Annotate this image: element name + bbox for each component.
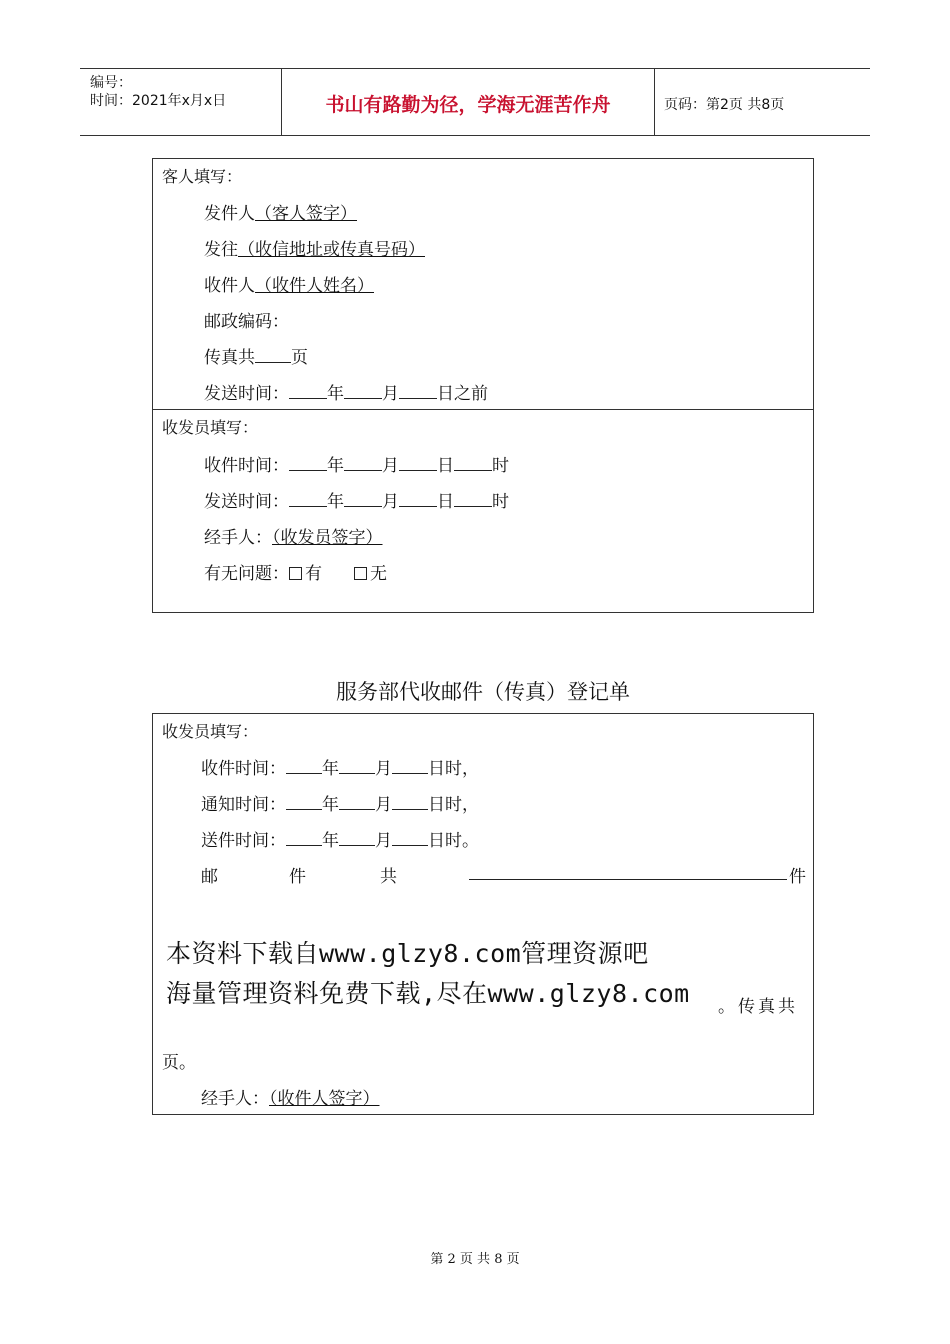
receive-time-label: 收件时间： bbox=[204, 456, 289, 476]
register-handler-row bbox=[201, 1084, 380, 1109]
recipient-hint[interactable]: （收件人姓名） bbox=[255, 276, 374, 296]
handler-row bbox=[204, 523, 383, 548]
sender-label: 发件人 bbox=[204, 204, 255, 224]
handler-label: 经手人： bbox=[204, 528, 272, 548]
register-notify-label: 通知时间： bbox=[201, 795, 286, 815]
mail-unit-label: 件 bbox=[789, 867, 806, 887]
destination-hint[interactable]: （收信地址或传真号码） bbox=[238, 240, 425, 260]
month-blank[interactable] bbox=[339, 830, 375, 846]
fax-pages-prefix: 传真共 bbox=[204, 348, 255, 368]
month-blank[interactable] bbox=[344, 455, 382, 471]
day-label: 日 bbox=[437, 456, 454, 476]
register-notify-row bbox=[201, 790, 479, 815]
problem-row bbox=[204, 559, 387, 584]
year-blank[interactable] bbox=[286, 830, 322, 846]
mail-char-2: 件 bbox=[289, 867, 306, 887]
send-deadline-row bbox=[204, 379, 488, 404]
year-label: 年 bbox=[327, 456, 344, 476]
day-hour-label: 日时， bbox=[428, 795, 479, 815]
fax-tail-row bbox=[718, 992, 798, 1017]
fax-pages-suffix: 页 bbox=[291, 348, 308, 368]
register-form-title: 服务部代收邮件（传真）登记单 bbox=[336, 680, 630, 704]
problem-label: 有无问题： bbox=[204, 564, 289, 584]
customer-section-title: 客人填写： bbox=[162, 167, 243, 186]
day-blank[interactable] bbox=[399, 383, 437, 399]
fax-pages-row bbox=[204, 343, 308, 368]
section-divider bbox=[153, 409, 813, 410]
year-label: 年 bbox=[322, 759, 339, 779]
header-page-info: 页码：第2页 共8页 bbox=[664, 97, 785, 113]
register-handler-hint[interactable]: （收件人签字） bbox=[269, 1089, 380, 1109]
header-top-rule bbox=[80, 68, 870, 69]
mail-char-3: 共 bbox=[380, 867, 397, 887]
sender-hint[interactable]: （客人签字） bbox=[255, 204, 357, 224]
postcode-label: 邮政编码： bbox=[204, 312, 289, 332]
hour-label: 时 bbox=[492, 492, 509, 512]
destination-row bbox=[204, 235, 425, 260]
send-time-row bbox=[204, 487, 509, 512]
register-deliver-row bbox=[201, 826, 479, 851]
day-label: 日 bbox=[437, 492, 454, 512]
destination-label: 发往 bbox=[204, 240, 238, 260]
send-time-label: 发送时间： bbox=[204, 492, 289, 512]
customer-clerk-form bbox=[152, 158, 814, 613]
month-label: 月 bbox=[375, 759, 392, 779]
hour-blank[interactable] bbox=[454, 455, 492, 471]
watermark-line-1: 本资料下载自www.glzy8.com管理资源吧 bbox=[166, 939, 649, 968]
handler-hint[interactable]: （收发员签字） bbox=[272, 528, 383, 548]
receive-time-row bbox=[204, 451, 509, 476]
year-blank[interactable] bbox=[286, 794, 322, 810]
register-section-title: 收发员填写： bbox=[162, 722, 259, 741]
day-blank[interactable] bbox=[399, 455, 437, 471]
register-handler-label: 经手人： bbox=[201, 1089, 269, 1109]
clerk-section-title: 收发员填写： bbox=[162, 418, 259, 437]
register-form bbox=[152, 713, 814, 1115]
header-time: 时间：2021年x月x日 bbox=[90, 93, 227, 109]
yes-label: 有 bbox=[305, 564, 322, 584]
no-checkbox[interactable] bbox=[354, 567, 367, 580]
year-blank[interactable] bbox=[289, 383, 327, 399]
month-label: 月 bbox=[382, 384, 399, 404]
header-slogan: 书山有路勤为径，学海无涯苦作舟 bbox=[325, 94, 611, 116]
year-label: 年 bbox=[322, 795, 339, 815]
fax-pages-blank[interactable] bbox=[255, 347, 291, 363]
year-label: 年 bbox=[327, 384, 344, 404]
month-blank[interactable] bbox=[344, 491, 382, 507]
mail-char-1: 邮 bbox=[201, 867, 218, 887]
watermark-line-2: 海量管理资料免费下载,尽在www.glzy8.com bbox=[166, 979, 690, 1008]
page-tail: 页。 bbox=[162, 1053, 196, 1073]
postcode-row bbox=[204, 307, 289, 332]
month-label: 月 bbox=[375, 795, 392, 815]
page-tail-row bbox=[162, 1048, 196, 1073]
register-receive-row bbox=[201, 754, 479, 779]
year-blank[interactable] bbox=[289, 491, 327, 507]
register-deliver-label: 送件时间： bbox=[201, 831, 286, 851]
month-blank[interactable] bbox=[339, 758, 375, 774]
day-blank[interactable] bbox=[392, 830, 428, 846]
header-code: 编号： bbox=[90, 75, 132, 91]
mail-count-blank[interactable] bbox=[469, 862, 787, 880]
page-footer: 第 2 页 共 8 页 bbox=[430, 1252, 520, 1267]
year-label: 年 bbox=[327, 492, 344, 512]
header-bottom-rule bbox=[80, 135, 870, 136]
yes-checkbox[interactable] bbox=[289, 567, 302, 580]
day-blank[interactable] bbox=[399, 491, 437, 507]
month-blank[interactable] bbox=[344, 383, 382, 399]
month-label: 月 bbox=[382, 492, 399, 512]
no-label: 无 bbox=[370, 564, 387, 584]
day-blank[interactable] bbox=[392, 758, 428, 774]
day-before-label: 日之前 bbox=[437, 384, 488, 404]
hour-blank[interactable] bbox=[454, 491, 492, 507]
fax-tail: 。传真共 bbox=[718, 997, 798, 1017]
register-receive-label: 收件时间： bbox=[201, 759, 286, 779]
day-hour-label: 日时， bbox=[428, 759, 479, 779]
header-divider-right bbox=[654, 68, 655, 136]
month-label: 月 bbox=[375, 831, 392, 851]
sender-row bbox=[204, 199, 357, 224]
day-hour-label: 日时。 bbox=[428, 831, 479, 851]
recipient-row bbox=[204, 271, 374, 296]
month-label: 月 bbox=[382, 456, 399, 476]
send-deadline-label: 发送时间： bbox=[204, 384, 289, 404]
hour-label: 时 bbox=[492, 456, 509, 476]
year-blank[interactable] bbox=[289, 455, 327, 471]
month-blank[interactable] bbox=[339, 794, 375, 810]
year-blank[interactable] bbox=[286, 758, 322, 774]
recipient-label: 收件人 bbox=[204, 276, 255, 296]
day-blank[interactable] bbox=[392, 794, 428, 810]
year-label: 年 bbox=[322, 831, 339, 851]
